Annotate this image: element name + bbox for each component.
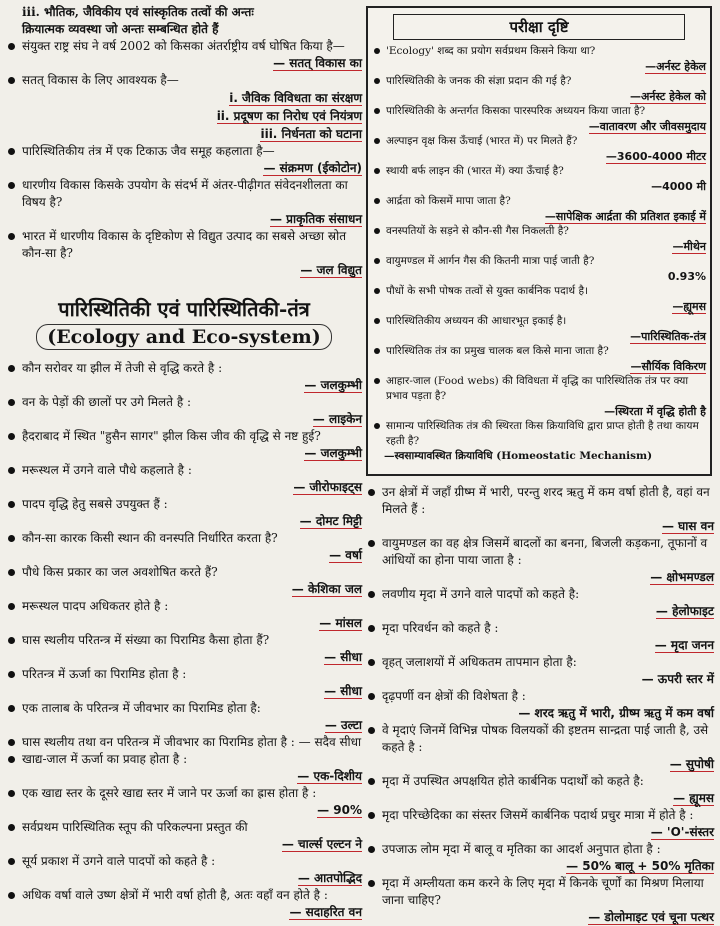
answer-text: — संक्रमण (ईकोटोन)	[263, 161, 362, 175]
list-item	[6, 38, 362, 72]
bullet-icon	[8, 790, 15, 797]
list-item	[6, 734, 362, 751]
bullet-icon	[8, 501, 15, 508]
answer-text: —वातावरण और जीवसमुदाय	[588, 120, 706, 133]
bullet-icon	[8, 535, 15, 542]
bullet-icon	[8, 365, 15, 372]
bullet-icon	[374, 228, 380, 234]
bullet-icon	[8, 671, 15, 678]
intro-line-1: iii. भौतिक, जैविकीय एवं सांस्कृतिक तत्वों की अन्तः	[22, 5, 254, 19]
answer-text: — 'O'-संस्तर	[650, 825, 714, 839]
box-final-answer: —स्वसाम्यावस्थित क्रियाविधि (Homeostatic Mechanism)	[384, 450, 653, 462]
section-heading	[6, 296, 362, 350]
bullet-icon	[374, 168, 380, 174]
answer-text: — जलकुम्भी	[304, 446, 362, 460]
bullet-icon	[374, 198, 380, 204]
question-text: परितन्त्र में ऊर्जा का पिरामिड होता है :	[22, 667, 187, 681]
answer-text: — डोलोमाइट एवं चूना पत्थर	[588, 910, 714, 924]
answer-text: —मीथेन	[672, 240, 706, 253]
bullet-icon	[8, 756, 15, 763]
bullet-icon	[368, 659, 375, 666]
answer-text: — हेलोफाइट	[655, 604, 714, 618]
bullet-icon	[8, 182, 15, 189]
bullet-icon	[8, 824, 15, 831]
answer-text: — दोमट मिट्टी	[299, 514, 362, 528]
answer-text: — घास वन	[662, 519, 714, 533]
section-title-english: (Ecology and Eco-system)	[36, 324, 332, 350]
bullet-icon	[8, 739, 15, 746]
question-text: पारिस्थितिकी के जनक की संज्ञा प्रदान की गई है?	[386, 75, 572, 87]
list-item	[366, 688, 714, 722]
question-text: सामान्य पारिस्थितिक तंत्र की स्थिरता किस क्रियाविधि द्वारा प्राप्त होती है तथा कायम रहती है?	[386, 420, 699, 447]
answer-text: — जल विद्युत	[300, 263, 362, 277]
list-item	[6, 785, 362, 819]
question-text: पारिस्थितिकी के अन्तर्गत किसका पारस्परिक अध्ययन किया जाता है?	[386, 105, 646, 117]
list-item	[6, 530, 362, 564]
sub-point: ii. प्रदूषण का निरोध एवं नियंत्रण	[216, 109, 362, 123]
bullet-icon	[8, 148, 15, 155]
question-text: मरूस्थल पादप अधिकतर होते है :	[22, 599, 169, 613]
answer-text: — मांसल	[319, 616, 362, 630]
bullet-icon	[8, 433, 15, 440]
answer-text: —पारिस्थितिक-तंत्र	[630, 330, 706, 343]
question-text: हैदराबाद में स्थित "हुसैन सागर" झील किस जीव की वृद्धि से नष्ट हुई?	[22, 429, 321, 443]
list-item	[366, 807, 714, 841]
bullet-icon	[368, 778, 375, 785]
question-text: पौधे किस प्रकार का जल अवशोषित करते हैं?	[22, 565, 218, 579]
answer-text: — वर्षा	[329, 548, 362, 562]
list-item	[6, 819, 362, 853]
bullet-icon	[374, 78, 380, 84]
list-item	[366, 722, 714, 773]
answer-text: —स्थिरता में वृद्धि होती है	[604, 405, 706, 418]
section-title-hindi: पारिस्थितिकी एवं पारिस्थितिकी-तंत्र	[58, 297, 310, 321]
list-item	[372, 284, 706, 314]
question-text: पारिस्थितिकीय तंत्र में एक टिकाऊ जैव समूह कहलाता है—	[22, 144, 275, 158]
list-item	[6, 496, 362, 530]
bullet-icon	[8, 603, 15, 610]
answer-text: —4000 मी	[651, 180, 706, 193]
list-item	[366, 586, 714, 620]
bullet-icon	[374, 318, 380, 324]
question-text: धारणीय विकास किसके उपयोग के संदर्भ में अंतर-पीढ़ीगत संवेदनशीलता का विषय है?	[22, 178, 348, 209]
answer-text: — सीधा	[324, 684, 362, 698]
list-item	[6, 72, 362, 89]
sub-point: iii. निर्धनता को घटाना	[260, 127, 362, 141]
question-text: मृदा परिच्छेदिका का संस्तर जिसमें कार्बनिक पदार्थ प्रचुर मात्रा में होते है :	[382, 808, 694, 822]
list-item	[6, 564, 362, 598]
bullet-icon	[8, 892, 15, 899]
list-item	[372, 134, 706, 164]
answer-text: — एक-दिशीय	[297, 769, 362, 783]
list-item	[372, 224, 706, 254]
bullet-icon	[8, 637, 15, 644]
question-text: वे मृदाएं जिनमें विभिन्न पोषक विलयकों की इष्टतम सान्द्रता पाई जाती है, उसे कहते है :	[382, 723, 709, 754]
bullet-icon	[374, 48, 380, 54]
answer-text: — उल्टा	[324, 718, 362, 732]
bullet-icon	[368, 489, 375, 496]
list-item	[6, 598, 362, 632]
answer-text: — चार्ल्स एल्टन ने	[281, 837, 362, 851]
list-item	[6, 751, 362, 785]
bullet-icon	[374, 378, 380, 384]
question-text: पादप वृद्धि हेतु सबसे उपयुक्त हैं :	[22, 497, 168, 511]
question-text: कौन-सा कारक किसी स्थान की वनस्पति निर्धारित करता है?	[22, 531, 278, 545]
list-item	[366, 773, 714, 807]
question-text: पौधों के सभी पोषक तत्वों से युक्त कार्बनिक पदार्थ है।	[386, 285, 589, 297]
answer-text: — सुपोषी	[669, 757, 714, 771]
list-item	[6, 360, 362, 394]
question-text: आहार-जाल (Food webs) की विविधता में वृद्धि का पारिस्थितिक तंत्र पर क्या प्रभाव पड़ता है?	[386, 375, 689, 402]
list-item	[372, 344, 706, 374]
list-item	[366, 654, 714, 688]
answer-text: —3600-4000 मीटर	[605, 150, 706, 163]
list-item	[366, 535, 714, 586]
answer-text: — क्षोभमण्डल	[650, 570, 714, 584]
list-item	[372, 194, 706, 224]
list-item	[6, 853, 362, 887]
list-item	[6, 143, 362, 177]
list-item	[372, 314, 706, 344]
bullet-icon	[8, 858, 15, 865]
list-item	[6, 228, 362, 279]
answer-text: — प्राकृतिक संसाधन	[269, 212, 362, 226]
list-item	[366, 841, 714, 875]
bullet-icon	[368, 727, 375, 734]
question-text: सतत् विकास के लिए आवश्यक है—	[22, 73, 179, 87]
bullet-icon	[368, 693, 375, 700]
list-item	[6, 394, 362, 428]
list-item	[372, 44, 706, 74]
question-text: पारिस्थितिकीय अध्ययन की आधारभूत इकाई है।	[386, 315, 567, 327]
bullet-icon	[368, 540, 375, 547]
list-item	[366, 620, 714, 654]
question-text: एक तालाब के परितन्त्र में जीवभार का पिरामिड होता है:	[22, 701, 261, 715]
answer-text: — सीधा	[324, 650, 362, 664]
question-text: खाद्य-जाल में ऊर्जा का प्रवाह होता है :	[22, 752, 188, 766]
list-item	[6, 428, 362, 462]
answer-text: — मृदा जनन	[654, 638, 714, 652]
bullet-icon	[368, 625, 375, 632]
bullet-icon	[374, 348, 380, 354]
question-text: घास स्थलीय तथा वन परितन्त्र में जीवभार का पिरामिड होता है : — सदैव सीधा	[22, 735, 362, 749]
answer-text: — ह्यूमस	[673, 791, 714, 805]
list-item	[6, 462, 362, 496]
right-bottom-column	[366, 484, 714, 926]
list-item	[372, 164, 706, 194]
question-text: 'Ecology' शब्द का प्रयोग सर्वप्रथम किसने किया था?	[386, 45, 596, 57]
question-text: वन के पेड़ों की छालों पर उगे मिलते है :	[22, 395, 192, 409]
left-top-column	[6, 4, 362, 279]
question-text: अल्पाइन वृक्ष किस ऊँचाई (भारत में) पर मिलते हैं?	[386, 135, 578, 147]
bullet-icon	[374, 108, 380, 114]
bullet-icon	[374, 423, 380, 429]
left-bottom-column	[6, 360, 362, 921]
bullet-icon	[8, 233, 15, 240]
box-title: परीक्षा दृष्टि	[393, 14, 685, 40]
question-text: उन क्षेत्रों में जहाँ ग्रीष्म में भारी, परन्तु शरद ऋतु में कम वर्षा होती है, वहां वन मिलते हैं :	[382, 485, 710, 516]
answer-text: — सदाहरित वन	[289, 905, 362, 919]
bullet-icon	[374, 138, 380, 144]
bullet-icon	[8, 705, 15, 712]
question-text: मृदा में अम्लीयता कम करने के लिए मृदा में किनके चूर्णों का मिश्रण मिलाया जाना चाहिए?	[382, 876, 704, 907]
list-item	[366, 484, 714, 535]
list-item	[6, 177, 362, 228]
list-item	[372, 374, 706, 419]
list-item	[6, 666, 362, 700]
question-text: सूर्य प्रकाश में उगने वाले पादपों को कहते है :	[22, 854, 216, 868]
list-item	[6, 632, 362, 666]
list-item	[366, 875, 714, 926]
list-item	[372, 104, 706, 134]
question-text: मृदा परिवर्धन को कहते है :	[382, 621, 499, 635]
question-text: मरूस्थल में उगने वाले पौधे कहलाते है :	[22, 463, 192, 477]
question-text: उपजाऊ लोम मृदा में बालू व मृतिका का आदर्श अनुपात होता है :	[382, 842, 661, 856]
question-text: एक खाद्य स्तर के दूसरे खाद्य स्तर में जाने पर ऊर्जा का ह्रास होता है :	[22, 786, 317, 800]
question-text: वायुमण्डल का वह क्षेत्र जिसमें बादलों का बनना, बिजली कड़कना, तूफानों व आंधियों का होना पाया जाता है :	[382, 536, 708, 567]
question-text: मृदा में उपस्थित अपक्षयित होते कार्बनिक पदार्थों को कहते है:	[382, 774, 644, 788]
list-item	[372, 74, 706, 104]
answer-text: —अर्नस्ट हेकेल को	[629, 90, 706, 103]
answer-text: —अर्नस्ट हेकेल	[645, 60, 706, 73]
answer-text: — 90%	[317, 803, 362, 817]
answer-text: — सतत् विकास का	[273, 56, 362, 70]
bullet-icon	[8, 467, 15, 474]
bullet-icon	[368, 591, 375, 598]
list-item	[372, 254, 706, 284]
answer-text: — जीरोफाइट्स	[293, 480, 362, 494]
exam-box	[366, 6, 712, 476]
question-text: वायुमण्डल में आर्गन गैस की कितनी मात्रा पाई जाती है?	[386, 255, 595, 267]
bullet-icon	[368, 880, 375, 887]
question-text: कौन सरोवर या झील में तेजी से वृद्धि करते है :	[22, 361, 223, 375]
bullet-icon	[368, 846, 375, 853]
question-text: वनस्पतियों के सड़ने से कौन-सी गैस निकलती है?	[386, 225, 569, 237]
bullet-icon	[374, 288, 380, 294]
list-item	[6, 700, 362, 734]
answer-text: —ह्यूमस	[672, 300, 706, 313]
bullet-icon	[368, 812, 375, 819]
answer-text: — शरद ऋतु में भारी, ग्रीष्म ऋतु में कम वर्षा	[518, 706, 714, 720]
question-text: सर्वप्रथम पारिस्थितिक स्तूप की परिकल्पना प्रस्तुत की	[22, 820, 248, 834]
sub-point: i. जैविक विविधता का संरक्षण	[229, 91, 362, 105]
bullet-icon	[8, 77, 15, 84]
question-text: दृढ़पर्णी वन क्षेत्रों की विशेषता है :	[382, 689, 526, 703]
bullet-icon	[8, 569, 15, 576]
bullet-icon	[8, 43, 15, 50]
question-text: आर्द्रता को किसमें मापा जाता है?	[386, 195, 511, 207]
answer-text: 0.93%	[667, 270, 706, 283]
question-text: घास स्थलीय परितन्त्र में संख्या का पिरामिड कैसा होता हैं?	[22, 633, 270, 647]
answer-text: —सापेक्षिक आर्द्रता की प्रतिशत इकाई में	[544, 210, 706, 223]
question-text: स्थायी बर्फ लाइन की (भारत में) क्या ऊँचाई है?	[386, 165, 564, 177]
question-text: भारत में धारणीय विकास के दृष्टिकोण से विद्युत उत्पाद का सबसे अच्छा स्रोत कौन-सा है?	[22, 229, 347, 260]
answer-text: — आतपोद्भिद	[297, 871, 362, 885]
answer-text: —सौर्यिक विकिरण	[630, 360, 706, 373]
answer-text: — 50% बालू + 50% मृतिका	[566, 859, 714, 873]
answer-text: — ऊपरी स्तर में	[641, 672, 714, 686]
question-text: वृहत् जलाशयों में अधिकतम तापमान होता है:	[382, 655, 577, 669]
answer-text: — लाइकेन	[312, 412, 362, 426]
list-item	[6, 887, 362, 921]
list-item	[372, 419, 706, 449]
question-text: लवणीय मृदा में उगने वाले पादपों को कहते है:	[382, 587, 580, 601]
question-text: संयुक्त राष्ट्र संघ ने वर्ष 2002 को किसका अंतर्राष्ट्रीय वर्ष घोषित किया है—	[22, 39, 345, 53]
bullet-icon	[8, 399, 15, 406]
question-text: पारिस्थितिक तंत्र का प्रमुख चालक बल किसे माना जाता है?	[386, 345, 609, 357]
answer-text: — जलकुम्भी	[304, 378, 362, 392]
intro-line-2: क्रियात्मक व्यवस्था जो अन्तः सम्बन्धित होते हैं	[22, 22, 219, 36]
answer-text: — केशिका जल	[291, 582, 362, 596]
bullet-icon	[374, 258, 380, 264]
question-text: अधिक वर्षा वाले उष्ण क्षेत्रों में भारी वर्षा होती है, अतः वहाँ वन होते है :	[22, 888, 328, 902]
